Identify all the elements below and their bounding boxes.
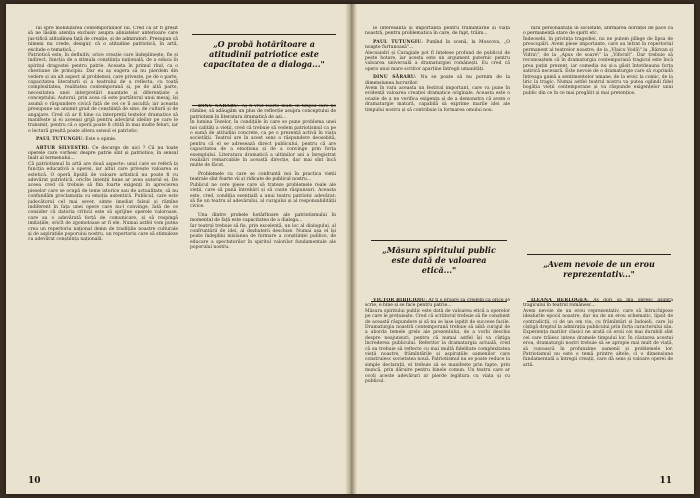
body-text: Măsura spiritului public este dată de valoarea etică a operelor pe care le prețuiește. Cred că scriitorul trebuie să fie conștient de această răspundere și să nu se lase ispitit de succese facile. Dramaturgia noastră contemporană trebuie să aibă curajul de a aborda temele grele ale prezentului, de a vorbi deschis despre neajunsuri, pentru că numai astfel își va cîștiga încrederea publicului. Referitor la dramaturgia actuală, cred că ea trebuie să reflecte cu mai multă fidelitate complexitatea vieții noastre, frămîntările și aspirațiile oamenilor care construiesc societatea nouă. Patriotismul nu se poate reduce la simple declarații, el trebuie să se manifeste prin fapte, prin muncă, prin dăruire pentru binele comun. Un teatru care ar ocoli aceste adevăruri ar pierde legătura cu viața și cu publicul.: [365, 308, 510, 385]
speaker-text: : Nu se poate să nu pornim de la dimensiunea lucrurilor.: [365, 75, 510, 86]
speaker-text: : Ar fi o eroare să credem că orice se scrie, e bine și se face pentru patrie...: [365, 298, 510, 309]
page-number-left: 10: [28, 476, 41, 486]
speaker-paragraph: [190, 104, 336, 120]
speaker-name: DINU SĂRARU: [373, 75, 416, 81]
body-text: Iar teatrul trebuie să fie, prin excelență, un loc al dialogului, al confruntării de idei, al dezbaterii deschise. Numai așa el își poate îndeplini misiunea de formare a conștiinței publice, de educare a spectatorilor în spiritul valorilor fundamentale ale poporului nostru.: [190, 223, 336, 251]
speaker-name: PAUL TUTUNGIU: [36, 137, 83, 143]
body-text: Patriotică este, în definitiv, orice creație care îndeplinește, fie și indirect, funcția de a stimula conștiința națională, de a educa în spiritul dragostei pentru patrie. Aceasta în primul rînd, ca o chestiune de principiu. Dar eu aș sugera să nu pierdem din vedere și un alt aspect al problemei, care privește, pe de o parte, capacitatea literaturii și a teatrului de a reflecta, cu toată complexitatea, realitatea contemporană și, pe de altă parte, necesitatea unei interpretări nuanțate și diferențiate a conceptului. Autorul, prin acea că este purtătorul unui mesaj, își asumă o răspundere civică față de cei ce îl ascultă; iar aceasta presupune un anumit grad de conștiință de sine, de cultură și de angajare. Cred că ar fi bine ca interpreții textelor dramatice să manifeste și ei aceeași grijă pentru adevărul ideilor pe care le transmit, pentru că o operă poate fi citită în mai multe feluri, iar o lectură greșită poate altera sensul ei patriotic.: [28, 53, 178, 134]
paragraph: Una dintre probele hotărîtoare ale patriotismului în momentul de față este capacitatea de a dialoga...: [190, 212, 336, 224]
body-text: Alecsandri și Caragiale pot fi înțelese profund de publicul de peste hotare, iar acesta este un argument puternic pentru valoarea universală a dramaturgiei românești. Eu cred că opera unui mare scriitor aparține întregii umanități.: [365, 50, 510, 72]
pull-quote: [371, 240, 507, 302]
right-column-1-bottom: [365, 298, 510, 468]
page-number-right: 11: [659, 476, 672, 486]
speaker-text: : Punînd în scenă, la Moscova, „O noapte furtunoasă"...: [365, 39, 510, 51]
paragraph: nirii personalității în societate, afirmarea dorinței de pace ca o permanență stare de spirit etc.: [523, 26, 673, 37]
speaker-name: VICTOR BIBICIOIU: [373, 298, 426, 303]
body-text: Avem în vara aceasta un festival important, care va pune în evidență valoarea creației dramatice originale. Aceasta este o ocazie de a ne verifica exigența și de a demonstra că avem o dramaturgie matură, capabilă să exprime marile idei ale timpului nostru și să contribuie la formarea omului nou.: [365, 86, 510, 113]
speaker-paragraph: [523, 298, 673, 309]
speaker-name: DINU SĂRARU: [198, 104, 239, 109]
body-text: În lumina Tezelor, în condițiile în care se pune problema unei noi calități a vieții, cred că trebuie să vedem patriotismul ca pe o sumă de atitudini concrete, ca pe o prezență activă în viața societății. Teatrul are în acest sens o răspundere deosebită, pentru că el se adresează direct publicului, pentru că are capacitatea de a emoționa și de a convinge prin forța exemplului. Literatura dramatică a ultimilor ani a înregistrat realizări remarcabile în această direcție, dar mai sînt încă multe de făcut.: [190, 120, 336, 169]
speaker-name: ARTUR SILVESTRI: [36, 145, 88, 151]
paragraph: Problemele cu care se confruntă noi în practica vieții teatrale sînt foarte vii și ridicate de publicul nostru...: [190, 171, 336, 183]
right-page: [351, 4, 694, 494]
left-page: [6, 4, 349, 494]
body-text: Îndeosebi, în privința tragediei, nu ne putem plînge de lipsa de preocupări. Avem piese importante, care au intrat în repertoriul permanent al teatrelor noastre, de la „Vlaicu Vodă\" la „Răzvan și Vidra\", de la „Apus de soare\" la „Viforul\". Dar trebuie să recunoaștem că în dramaturgia contemporană tragicul este încă prea puțin prezent, iar comedia nu și-a găsit întotdeauna forța satirică necesară. Este nevoie de o dramaturgie care să cuprindă întreaga gamă a sentimentelor umane, de la eroic la comic, de la liric la tragic. Numai astfel teatrul nostru va putea oglindi fidel bogăția vieții contemporane și va răspunde exigențelor unui public din ce în ce mai pregătit și mai pretențios.: [523, 36, 673, 96]
pull-quote: [192, 34, 336, 106]
speaker-paragraph: [365, 40, 510, 51]
book-spread: [6, 4, 694, 494]
right-column-2-top: [523, 26, 673, 251]
body-text: Că patriotismul în artă are două aspecte: unul care se referă la funcția educativă a operei, iar altul care privește valoarea ei estetică. O operă lipsită de valoare artistică nu poate fi cu adevărat patriotică, oricîte intenții bune ar avea autorul ei. De aceea cred că trebuie să fim foarte exigenți în aprecierea pieselor care se ocupă de teme istorice sau de actualitate, să nu confundăm proclamația cu emoția autentică. Publicul, care este judecătorul cel mai sever, simte imediat falsul și rămîne indiferent în fața unei opere care nu-l convinge. Iată de ce consider că datoria criticii este să sprijine operele valoroase, care au o adevărată forță de comunicare, și să respingă imitațiile, oricît de zgomotoase ar fi ele. Numai astfel vom putea crea un repertoriu național demn de tradițiile noastre culturale și de aspirațiile poporului nostru, un repertoriu care să stimuleze cu adevărat conștiința națională.: [28, 161, 178, 243]
paragraph: lui spre mobilizarea contemporanilor lui. Cred că ar fi greșit să ne lăsăm atenția exclusiv asupra aliniatelor anterioare care jus-tifică atitudinea față de creație, și de admiratori. Presupun că nimeni nu crede, desigur, că o atitudine patriotică, în artă, exclude o tematică...: [28, 26, 178, 53]
right-column-2-bottom: [523, 298, 673, 468]
left-column-1: [28, 26, 178, 466]
right-column-1-top: [365, 26, 510, 236]
speaker-text: : Aș dori să mă opresc asupra tragicului în teatrul românesc...: [523, 298, 673, 309]
speaker-paragraph: [365, 75, 510, 86]
speaker-name: ILEANA BERLOGEA: [531, 298, 588, 303]
pull-quote-text: „Avem nevoie de un erou reprezentativ...": [543, 259, 655, 279]
speaker-paragraph: [28, 137, 178, 142]
left-column-2: [190, 104, 336, 466]
pull-quote: [527, 254, 671, 302]
paragraph: le interesantă și importantă pentru frămîntările și viața noastră, pentru problematica în care, de fapt, trăim...: [365, 26, 510, 37]
pull-quote-text: „Măsura spiritului public este dată de valoarea etică...": [382, 245, 496, 275]
speaker-paragraph: [365, 298, 510, 309]
body-text: Avem nevoie de un erou reprezentativ, care să întruchipeze idealurile epocii noastre, dar nu de un erou schematic, lipsit de contradicții, ci de un om viu, cu frămîntări și îndoieli, care își cîștigă dreptul la admirația publicului prin forța caracterului său. Experiența marilor clasici ne arată că eroii cei mai durabili sînt cei care trăiesc intens dramele timpului lor. În căutarea acestui erou, dramaturgii noștri trebuie să se apropie mai mult de viață, să cunoască în profunzime oamenii și problemele lor. Patriotismul nu este o temă printre altele, ci o dimensiune fundamentală a întregii creații, care dă sens și valoare operei de artă.: [523, 308, 673, 368]
pull-quote-text: „O probă hotărîtoare a atitudinii patriotice este capacitatea de a dialoga...": [203, 39, 325, 69]
speaker-paragraph: [28, 146, 178, 162]
speaker-text: : Ce decurge de aici ? Că nu toate operele care vorbesc despre patrie sînt și patriotice, în sensul înalt al termenului...: [28, 145, 178, 162]
speaker-text: : Aș fi vrut foarte mult, în timpul care ne rămîne, să adăugăm un plus de reflecție asupra conceptului de patriotism în literatura dramatică de azi...: [190, 104, 336, 120]
body-text: Publicul ne cere piese care să trateze problemele reale ale vieții, care să pună întrebări și să caute răspunsuri. Aceasta este, cred, condiția esențială a unui teatru patriotic adevărat: să fie un teatru al adevărului, al curajului și al responsabilității civice.: [190, 182, 336, 210]
speaker-name: PAUL TUTUNGIU: [373, 39, 422, 45]
speaker-text: : Este o opinie.: [82, 137, 117, 143]
